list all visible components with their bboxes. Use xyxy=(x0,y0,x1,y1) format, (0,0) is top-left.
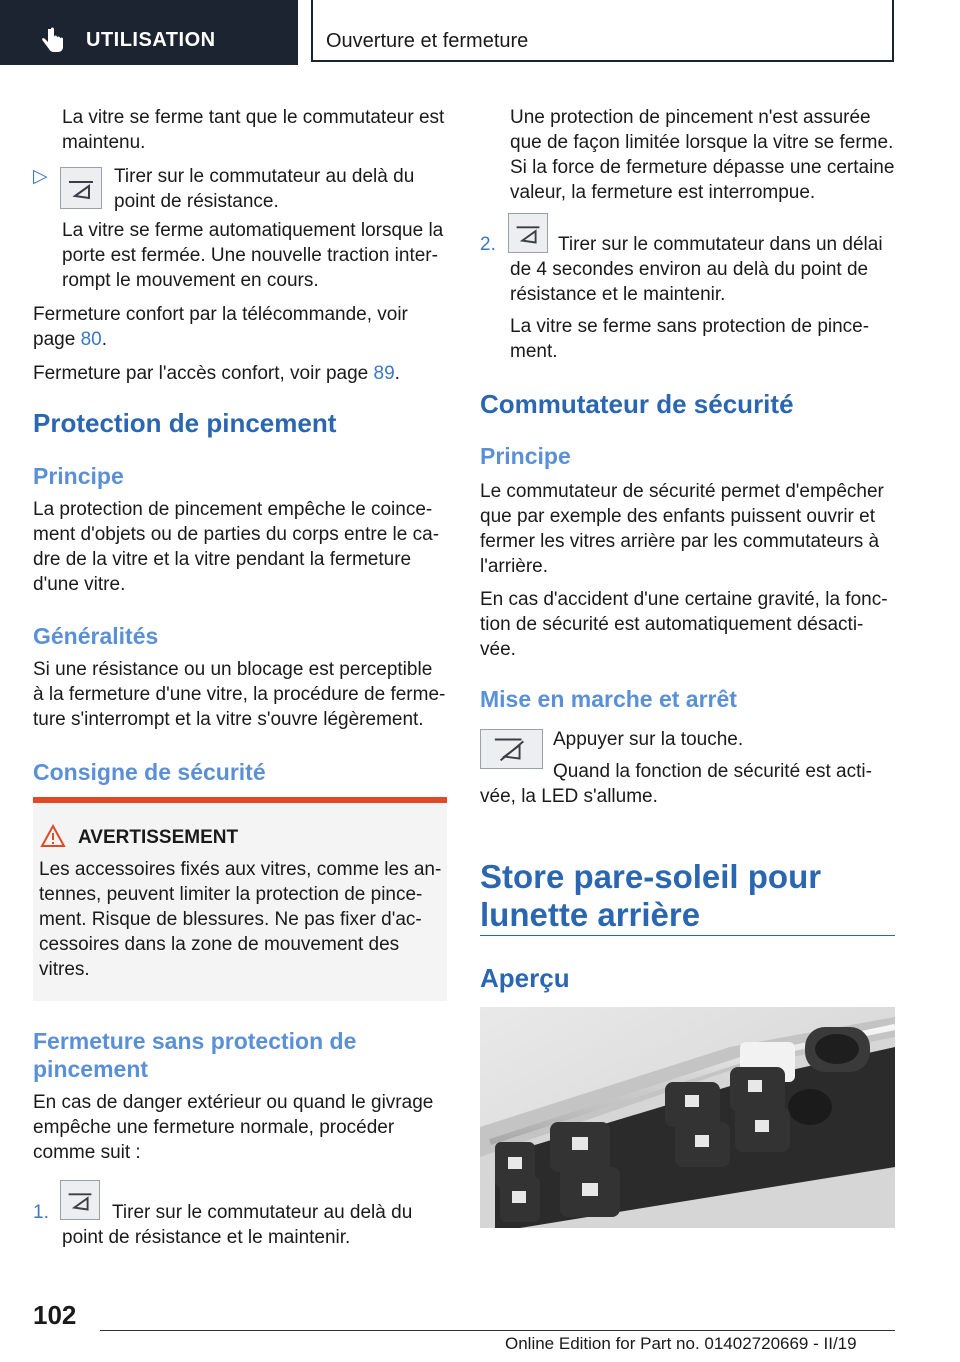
paragraph-limited-protection: Une protection de pincement n'est assurée que de façon limitée lorsque la vitre se ferme. Si la force de fermeture dépasse une certaine valeur, la fermeture est interrompue. xyxy=(510,107,895,203)
quand-text-b: vée, la LED s'allume. xyxy=(480,786,658,807)
paragraph-auto-close: La vitre se ferme automatiquement lorsque la porte est fermée. Une nouvelle traction inter-rompt le mouvement en cours. xyxy=(62,220,444,291)
heading-consigne: Consigne de sécurité xyxy=(33,759,266,785)
step-2-continuation: La vitre se ferme sans protection de pince-ment. xyxy=(510,316,870,362)
heading-protection-pincement: Protection de pincement xyxy=(33,408,337,438)
heading-generalites: Généralités xyxy=(33,623,159,649)
paragraph-sans-protection: En cas de danger extérieur ou quand le givrage empêche une fermeture normale, procéder comme suit : xyxy=(33,1092,434,1163)
paragraph-principe-left: La protection de pincement empêche le coince-ment d'objets ou de parties du corps entre le ca-dre de la vitre et la vitre pendant la fermeture d'une vitre. xyxy=(33,499,440,595)
page-link-80[interactable]: 80 xyxy=(80,329,102,350)
heading-mise-en-marche: Mise en marche et arrêt xyxy=(480,686,737,712)
heading-principe-left: Principe xyxy=(33,463,124,489)
window-switch-panel-photo xyxy=(480,1007,895,1228)
step-1-text-b: point de résistance et le maintenir. xyxy=(62,1227,351,1248)
paragraph-confort-access: Fermeture par l'accès confort, voir page 89. xyxy=(33,363,400,384)
heading-sans-protection: Fermeture sans protection de pincement xyxy=(33,1028,357,1082)
paragraph-principe-right: Le commutateur de sécurité permet d'empêcher que par exemple des enfants puissent ouvrir et fermer les vitres arrière par les commutateurs à l'arrière. xyxy=(480,481,884,577)
child-lock-switch-icon xyxy=(480,729,543,769)
step-2-text-a: Tirer sur le commutateur dans un délai xyxy=(558,234,883,255)
heading-principe-right: Principe xyxy=(480,443,571,469)
hand-pointer-icon xyxy=(38,25,68,55)
header-chapter-label: Ouverture et fermeture xyxy=(326,30,529,52)
bullet-marker: ▷ xyxy=(33,166,48,187)
warning-triangle-icon xyxy=(40,824,66,848)
page-number: 102 xyxy=(33,1300,77,1330)
heading-commutateur-securite: Commutateur de sécurité xyxy=(480,389,794,419)
paragraph-generalites: Si une résistance ou un blocage est perceptible à la fermeture d'une vitre, la procédure de ferme-ture s'interrompt et la vitre s'ouvre légèrement. xyxy=(33,659,446,730)
window-switch-icon xyxy=(508,213,548,253)
header-section-label: UTILISATION xyxy=(86,29,216,51)
warning-text: Les accessoires fixés aux vitres, comme les an-tennes, peuvent limiter la protection de pince-ment. Risque de blessures. Ne pas fixer d'ac-cessoires dans la zone de mouvement des vitres. xyxy=(39,859,442,980)
window-switch-icon xyxy=(60,167,102,209)
appuyer-text: Appuyer sur la touche. xyxy=(553,729,744,750)
paragraph-accident: En cas d'accident d'une certaine gravité, la fonc-tion de sécurité est automatiquement désacti-vée. xyxy=(480,589,888,660)
step-1-text-a: Tirer sur le commutateur au delà du xyxy=(112,1202,413,1223)
heading-apercu: Aperçu xyxy=(480,963,570,993)
footer-edition: Online Edition for Part no. 01402720669 - II/19 xyxy=(505,1334,857,1353)
footer-rule xyxy=(100,1330,895,1331)
section-rule xyxy=(480,935,895,936)
quand-text-a: Quand la fonction de sécurité est acti- xyxy=(553,761,872,782)
bullet-text-1: Tirer sur le commutateur au delà du point de résistance. xyxy=(114,166,415,212)
page-link-89[interactable]: 89 xyxy=(373,363,395,384)
paragraph-confort-remote: Fermeture confort par la télécommande, voir page 80. xyxy=(33,304,408,350)
window-switch-icon xyxy=(60,1180,100,1220)
step-2-number: 2. xyxy=(480,234,496,255)
step-2-text-b: de 4 secondes environ au delà du point de résistance et le maintenir. xyxy=(510,259,869,305)
warning-title: AVERTISSEMENT xyxy=(78,827,239,848)
paragraph-switch-held: La vitre se ferme tant que le commutateur est maintenu. xyxy=(62,107,445,153)
heading-store-pare-soleil: Store pare-soleil pour lunette arrière xyxy=(480,858,822,933)
step-1-number: 1. xyxy=(33,1202,49,1223)
